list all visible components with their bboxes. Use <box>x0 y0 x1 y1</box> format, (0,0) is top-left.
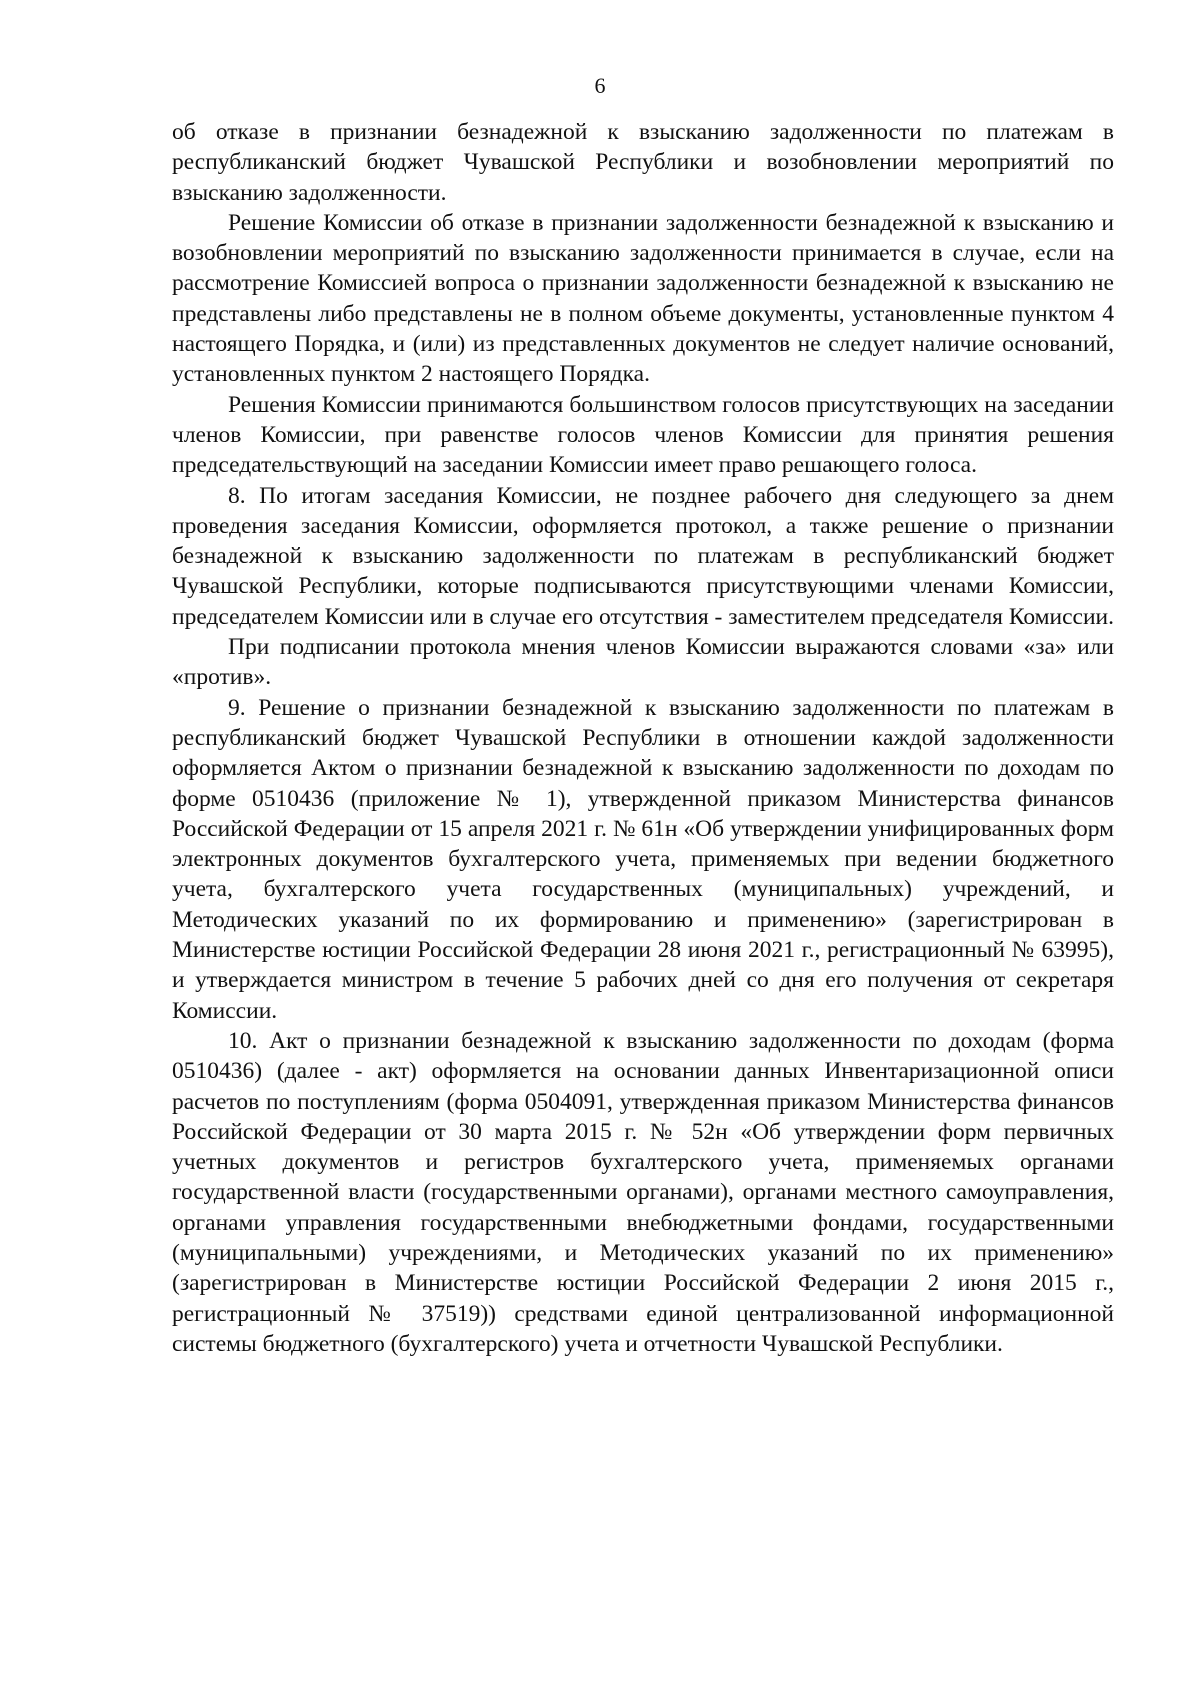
paragraph-refusal-decision: Решение Комиссии об отказе в признании задолженности безнадежной к взысканию и возобновлении мероприятий по взысканию задолженности принимается в случае, если на рассмотрение Комиссией вопроса о признании задолженности безнадежной к взысканию не представлены либо представлены не в полном объеме документы, установленные пунктом 4 настоящего Порядка, и (или) из представленных документов не следует наличие оснований, установленных пунктом 2 настоящего Порядка. <box>172 209 1114 388</box>
paragraph-item-10: 10. Акт о признании безнадежной к взысканию задолженности по доходам (форма 0510436) (далее - акт) оформляется на основании данных Инвентаризационной описи расчетов по поступлениям (форма 0504091, утвержденная приказом Министерства финансов Российской Федерации от 30 марта 2015 г. № 52н «Об утверждении форм первичных учетных документов и регистров бухгалтерского учета, применяемых органами государственной власти (государственными органами), органами местного самоуправления, органами управления государственными внебюджетными фондами, государственными (муниципальными) учреждениями, и Методических указаний по их применению» (зарегистрирован в Министерстве юстиции Российской Федерации 2 июня 2015 г., регистрационный № 37519)) средствами единой централизованной информационной системы бюджетного (бухгалтерского) учета и отчетности Чувашской Республики. <box>172 1027 1114 1357</box>
paragraph-item-8: 8. По итогам заседания Комиссии, не позднее рабочего дня следующего за днем проведения заседания Комиссии, оформляется протокол, а также решение о признании безнадежной к взысканию задолженности по платежам в республиканский бюджет Чувашской Республики, которые подписываются присутствующими членами Комиссии, председателем Комиссии или в случае его отсутствия - заместителем председателя Комиссии. <box>172 482 1114 630</box>
document-body <box>172 117 1114 1359</box>
paragraph-continuation: об отказе в признании безнадежной к взысканию задолженности по платежам в республиканский бюджет Чувашской Республики и возобновлении мероприятий по взысканию задолженности. <box>172 119 1114 206</box>
paragraph-voting: Решения Комиссии принимаются большинством голосов присутствующих на заседании членов Комиссии, при равенстве голосов членов Комиссии для принятия решения председательствующий на заседании Комиссии имеет право решающего голоса. <box>172 391 1114 479</box>
paragraph-protocol-signing: При подписании протокола мнения членов Комиссии выражаются словами «за» или «против». <box>172 634 1114 691</box>
paragraph-item-9: 9. Решение о признании безнадежной к взысканию задолженности по платежам в республиканский бюджет Чувашской Республики в отношении каждой задолженности оформляется Актом о признании безнадежной к взысканию задолженности по доходам по форме 0510436 (приложение № 1), утвержденной приказом Министерства финансов Российской Федерации от 15 апреля 2021 г. № 61н «Об утверждении унифицированных форм электронных документов бухгалтерского учета, применяемых при ведении бюджетного учета, бухгалтерского учета государственных (муниципальных) учреждений, и Методических указаний по их формированию и применению» (зарегистрирован в Министерстве юстиции Российской Федерации 28 июня 2021 г., регистрационный № 63995), и утверждается министром в течение 5 рабочих дней со дня его получения от секретаря Комиссии. <box>172 694 1114 1024</box>
page-number: 6 <box>594 73 606 98</box>
